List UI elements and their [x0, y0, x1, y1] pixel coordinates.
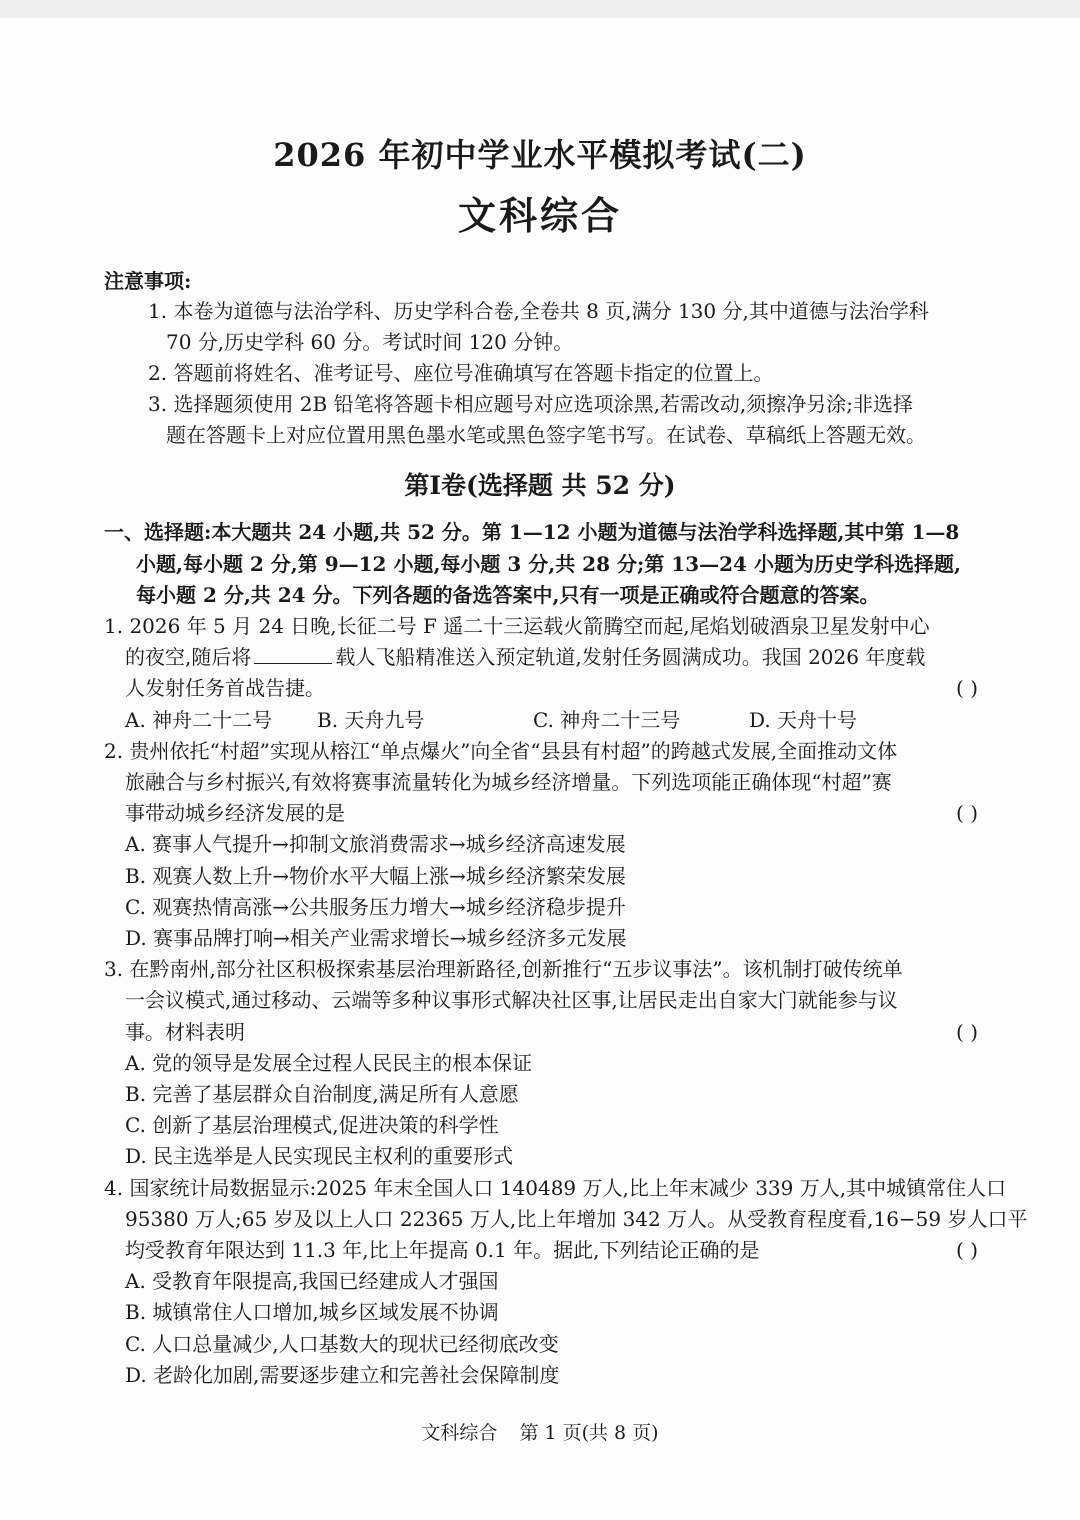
- question-list: [104, 611, 1028, 1391]
- q2-answer-paren: ( ): [956, 801, 978, 826]
- exam-subject-title: 文科综合: [457, 193, 622, 238]
- instruction-line-1: 一、选择题:本大题共 24 小题,共 52 分。第 1—12 小题为道德与法治学科选择题,其中第 1—8: [104, 520, 960, 544]
- instruction-line-3: 每小题 2 分,共 24 分。下列各题的备选答案中,只有一项是正确或符合题意的答案。: [136, 583, 880, 607]
- q3-option-b: B. 完善了基层群众自治制度,满足所有人意愿: [125, 1082, 519, 1107]
- instruction-line-2: 小题,每小题 2 分,第 9—12 小题,每小题 3 分,共 28 分;第 13—24 小题为历史学科选择题,: [136, 551, 961, 576]
- q4-option-b: B. 城镇常住人口增加,城乡区域发展不协调: [125, 1300, 499, 1325]
- q2-stem-line-1: 2. 贵州依托“村超”实现从榕江“单点爆火”向全省“县县有村超”的跨越式发展,全面推动文体: [104, 738, 898, 763]
- notice-heading: 注意事项:: [104, 269, 192, 293]
- q1-text-before-blank: 的夜空,随后将: [125, 645, 252, 670]
- q4-option-a: A. 受教育年限提高,我国已经建成人才强国: [125, 1269, 499, 1294]
- notice-item-3-line-1: 3. 选择题须使用 2B 铅笔将答题卡相应题号对应选项涂黑,若需改动,须擦净另涂;非选择: [148, 392, 914, 416]
- notice-item-3-line-2: 题在答题卡上对应位置用黑色墨水笔或黑色签字笔书写。在试卷、草稿纸上答题无效。: [166, 423, 926, 447]
- q1-stem-line-2: [104, 642, 982, 673]
- q4-stem-line-3: [104, 1235, 982, 1266]
- footer-subject: 文科综合: [421, 1422, 498, 1444]
- q2-stem-line-3: [104, 798, 982, 829]
- q1-option-d: D. 天舟十号: [749, 707, 858, 732]
- section-instruction: [104, 517, 982, 612]
- q3-option-d: D. 民主选举是人民实现民主权利的重要形式: [125, 1144, 514, 1169]
- q3-option-c: C. 创新了基层治理模式,促进决策的科学性: [125, 1113, 499, 1138]
- q1-text-after-blank: 载人飞船精准送入预定轨道,发射任务圆满成功。我国 2026 年度载: [335, 645, 926, 670]
- q2-stem-last: 事带动城乡经济发展的是: [125, 801, 345, 826]
- notice-list: [148, 296, 980, 451]
- notice-item-1-line-2: 70 分,历史学科 60 分。考试时间 120 分钟。: [166, 330, 574, 354]
- q1-option-a: A. 神舟二十二号: [125, 707, 273, 732]
- q2-option-d: D. 赛事品牌打响→相关产业需求增长→城乡经济多元发展: [125, 926, 627, 951]
- q3-stem-last: 事。材料表明: [125, 1019, 245, 1044]
- exam-title: 2026 年初中学业水平模拟考试(二): [273, 136, 807, 174]
- q2-option-c: C. 观赛热情高涨→公共服务压力增大→城乡经济稳步提升: [125, 894, 626, 919]
- notice-item-1-line-1: 1. 本卷为道德与法治学科、历史学科合卷,全卷共 8 页,满分 130 分,其中道德与法治学科: [148, 299, 929, 323]
- q2-stem-line-2: 旅融合与乡村振兴,有效将赛事流量转化为城乡经济增量。下列选项能正确体现“村超”赛: [125, 770, 892, 795]
- q1-options: [104, 705, 982, 736]
- q2-option-b: B. 观赛人数上升→物价水平大幅上涨→城乡经济繁荣发展: [125, 863, 626, 888]
- q1-stem-line-3: [104, 673, 982, 704]
- q4-stem-last: 均受教育年限达到 11.3 年,比上年提高 0.1 年。据此,下列结论正确的是: [125, 1238, 760, 1263]
- q4-stem-line-1: 4. 国家统计局数据显示:2025 年末全国人口 140489 万人,比上年末减少 339 万人,其中城镇常住人口: [104, 1175, 1007, 1200]
- q4-option-d: D. 老龄化加剧,需要逐步建立和完善社会保障制度: [125, 1362, 560, 1387]
- q1-option-c: C. 神舟二十三号: [533, 707, 681, 732]
- q3-stem-line-1: 3. 在黔南州,部分社区积极探索基层治理新路径,创新推行“五步议事法”。该机制打破传统单: [104, 957, 903, 982]
- q4-option-c: C. 人口总量减少,人口基数大的现状已经彻底改变: [125, 1331, 559, 1356]
- page-footer: [0, 1418, 1080, 1445]
- q4-stem-line-2: 95380 万人;65 岁及以上人口 22365 万人,比上年增加 342 万人。从受教育程度看,16−59 岁人口平: [125, 1206, 1028, 1231]
- q3-stem-line-3: [104, 1017, 982, 1048]
- q1-option-b: B. 天舟九号: [317, 707, 425, 732]
- top-bar: [0, 0, 1080, 18]
- q4-answer-paren: ( ): [956, 1238, 978, 1263]
- footer-page-number: 第 1 页(共 8 页): [519, 1422, 659, 1444]
- q1-stem-line-1: 1. 2026 年 5 月 24 日晚,长征二号 F 遥二十三运载火箭腾空而起,尾焰划破酒泉卫星发射中心: [104, 614, 930, 638]
- q3-answer-paren: ( ): [956, 1019, 978, 1044]
- q3-stem-line-2: 一会议模式,通过移动、云端等多种议事形式解决社区事,让居民走出自家大门就能参与议: [125, 988, 898, 1013]
- q1-stem-last: 人发射任务首战告捷。: [125, 676, 325, 701]
- q1-fill-blank: [254, 643, 332, 664]
- section-title: 第Ⅰ卷(选择题 共 52 分): [404, 471, 676, 500]
- q1-answer-paren: ( ): [956, 676, 978, 701]
- q2-option-a: A. 赛事人气提升→抑制文旅消费需求→城乡经济高速发展: [125, 832, 626, 857]
- q3-option-a: A. 党的领导是发展全过程人民民主的根本保证: [125, 1050, 533, 1075]
- notice-item-2: 2. 答题前将姓名、准考证号、座位号准确填写在答题卡指定的位置上。: [148, 361, 774, 385]
